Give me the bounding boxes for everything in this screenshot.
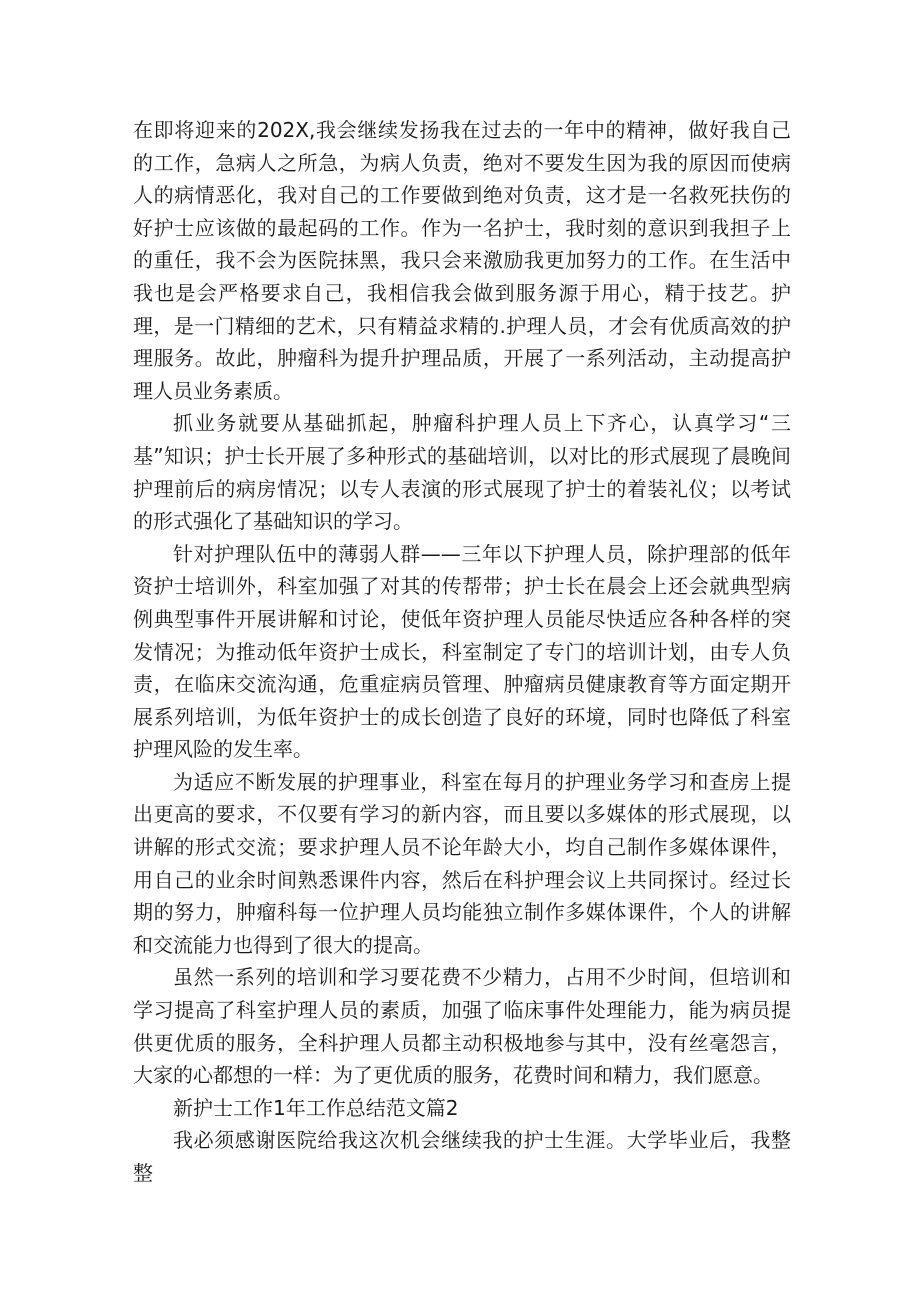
paragraph-3: 针对护理队伍中的薄弱人群——三年以下护理人员，除护理部的低年资护士培训外，科室加强了对其的传帮带；护士长在晨会上还会就典型病例典型事件开展讲解和讨论，使低年资护理人员能尽快适应各种各样的突发情况；为推动低年资护士成长，科室制定了专门的培训计划，由专人负责，在临床交流沟通，危重症病员管理、肿瘤病员健康教育等方面定期开展系列培训，为低年资护士的成长创造了良好的环境，同时也降低了科室护理风险的发生率。 (133, 541, 791, 762)
section-heading: 新护士工作1年工作总结范文篇2 (173, 1095, 459, 1120)
paragraph-1: 在即将迎来的202X,我会继续发扬我在过去的一年中的精神，做好我自己的工作，急病人之所急，为病人负责，绝对不要发生因为我的原因而使病人的病情恶化，我对自己的工作要做到绝对负责，这才是一名救死扶伤的好护士应该做的最起码的工作。作为一名护士，我时刻的意识到我担子上的重任，我不会为医院抹黑，我只会来激励我更加努力的工作。在生活中我也是会严格要求自己，我相信我会做到服务源于用心，精于技艺。护理，是一门精细的艺术，只有精益求精的.护理人员，才会有优质高效的护理服务。故此，肿瘤科为提升护理品质，开展了一系列活动，主动提高护理人员业务素质。 (133, 118, 791, 403)
paragraph-4: 为适应不断发展的护理事业，科室在每月的护理业务学习和查房上提出更高的要求，不仅要有学习的新内容，而且要以多媒体的形式展现，以讲解的形式交流；要求护理人员不论年龄大小，均自己制作多媒体课件，用自己的业余时间熟悉课件内容，然后在科护理会议上共同探讨。经过长期的努力，肿瘤科每一位护理人员均能独立制作多媒体课件，个人的讲解和交流能力也得到了很大的提高。 (133, 769, 791, 957)
document-body (133, 114, 791, 1190)
paragraph-5: 虽然一系列的培训和学习要花费不少精力，占用不少时间，但培训和学习提高了科室护理人员的素质，加强了临床事件处理能力，能为病员提供更优质的服务，全科护理人员都主动积极地参与其中，没有丝毫怨言，大家的心都想的一样：为了更优质的服务，花费时间和精力，我们愿意。 (133, 965, 791, 1088)
paragraph-2: 抓业务就要从基础抓起，肿瘤科护理人员上下齐心，认真学习“三基”知识；护士长开展了多种形式的基础培训，以对比的形式展现了晨晚间护理前后的病房情况；以专人表演的形式展现了护士的着装礼仪；以考试的形式强化了基础知识的学习。 (133, 411, 791, 534)
paragraph-6: 我必须感谢医院给我这次机会继续我的护士生涯。大学毕业后，我整整 (133, 1128, 791, 1185)
